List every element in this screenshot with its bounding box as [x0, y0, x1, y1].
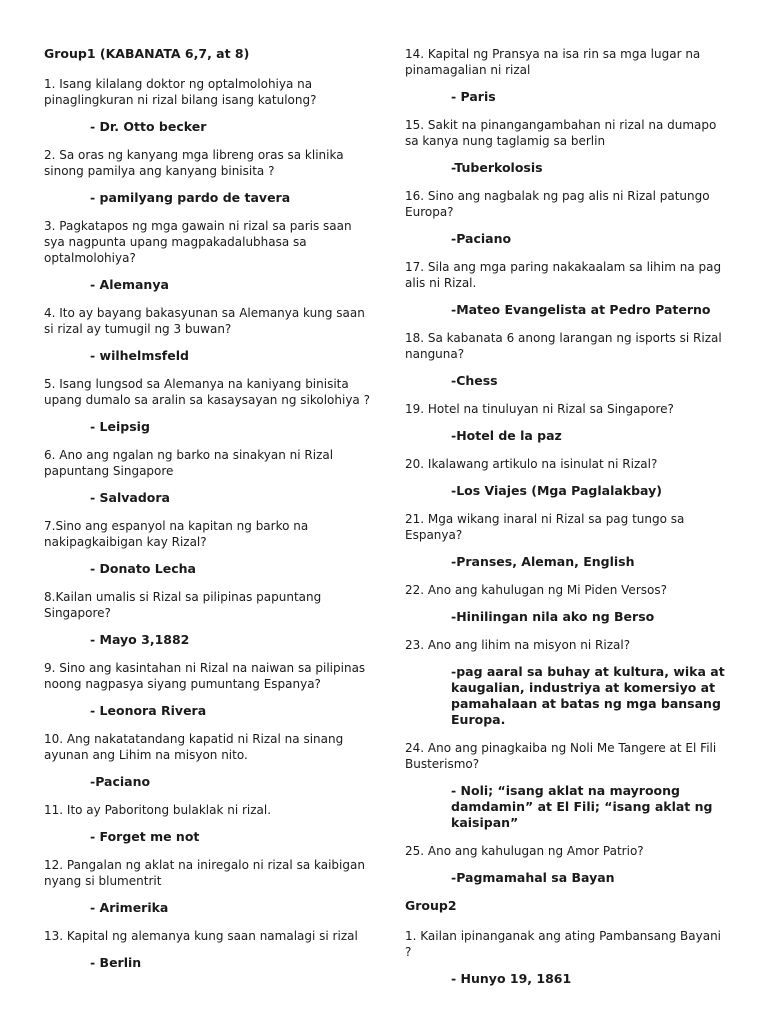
question-text: 5. Isang lungsod sa Alemanya na kaniyang binisita upang dumalo sa aralin sa kasaysayan ng sikolohiya ? — [44, 377, 370, 407]
question-text: 13. Kapital ng alemanya kung saan namalagi si rizal — [44, 929, 358, 943]
answer-text: - Leipsig — [90, 419, 150, 434]
question-text: 25. Ano ang kahulugan ng Amor Patrio? — [405, 844, 644, 858]
question-text: 14. Kapital ng Pransya na isa rin sa mga lugar na pinamagalian ni rizal — [405, 47, 701, 77]
question-text: 20. Ikalawang artikulo na isinulat ni Rizal? — [405, 457, 658, 471]
question-text: 23. Ano ang lihim na misyon ni Rizal? — [405, 638, 631, 652]
question-text: 19. Hotel na tinuluyan ni Rizal sa Singapore? — [405, 402, 674, 416]
answer-text: - Forget me not — [90, 829, 200, 844]
answer-text: -Chess — [451, 373, 498, 388]
answer-text: - pamilyang pardo de tavera — [90, 190, 291, 205]
answer-text: -Pranses, Aleman, English — [451, 554, 635, 569]
answer-text: - Arimerika — [90, 900, 169, 915]
answer-text: - Berlin — [90, 955, 142, 970]
answer-text: - wilhelmsfeld — [90, 348, 189, 363]
question-text: 1. Isang kilalang doktor ng optalmolohiya na pinaglingkuran ni rizal bilang isang katulong? — [44, 77, 317, 107]
question-text: 10. Ang nakatatandang kapatid ni Rizal na sinang ayunan ang Lihim na misyon nito. — [44, 732, 344, 762]
answer-text: - Alemanya — [90, 277, 169, 292]
question-text: 15. Sakit na pinangangambahan ni rizal na dumapo sa kanya nung taglamig sa berlin — [405, 118, 717, 148]
answer-text: - Leonora Rivera — [90, 703, 207, 718]
group1-heading: Group1 (KABANATA 6,7, at 8) — [44, 46, 250, 61]
left-column — [44, 46, 374, 983]
question-text: 1. Kailan ipinanganak ang ating Pambansang Bayani ? — [405, 929, 722, 959]
answer-text: -Hinilingan nila ako ng Berso — [451, 609, 655, 624]
question-text: 4. Ito ay bayang bakasyunan sa Alemanya kung saan si rizal ay tumugil ng 3 buwan? — [44, 306, 365, 336]
question-text: 11. Ito ay Paboritong bulaklak ni rizal. — [44, 803, 272, 817]
answer-text: -Hotel de la paz — [451, 428, 562, 443]
answer-text: - Hunyo 19, 1861 — [451, 971, 572, 986]
answer-text: - Donato Lecha — [90, 561, 196, 576]
left-qa-list — [44, 76, 374, 971]
answer-text: - Mayo 3,1882 — [90, 632, 190, 647]
question-text: 3. Pagkatapos ng mga gawain ni rizal sa paris saan sya nagpunta upang magpakadalubhasa sa optalmolohiya? — [44, 219, 352, 265]
question-text: 21. Mga wikang inaral ni Rizal sa pag tungo sa Espanya? — [405, 512, 685, 542]
answer-text: -Paciano — [90, 774, 151, 789]
answer-text: -pag aaral sa buhay at kultura, wika at kaugalian, industriya at komersiyo at pamahalaan at batas ng mga bansang Europa. — [451, 664, 725, 727]
question-text: 7.Sino ang espanyol na kapitan ng barko na nakipagkaibigan kay Rizal? — [44, 519, 309, 549]
group2-heading: Group2 — [405, 898, 457, 913]
answer-text: -Mateo Evangelista at Pedro Paterno — [451, 302, 711, 317]
question-text: 24. Ano ang pinagkaiba ng Noli Me Tangere at El Fili Busterismo? — [405, 741, 717, 771]
question-text: 22. Ano ang kahulugan ng Mi Piden Versos? — [405, 583, 667, 597]
question-text: 9. Sino ang kasintahan ni Rizal na naiwan sa pilipinas noong nagpasya siyang pumuntang Espanya? — [44, 661, 366, 691]
question-text: 17. Sila ang mga paring nakakaalam sa lihim na pag alis ni Rizal. — [405, 260, 722, 290]
question-text: 2. Sa oras ng kanyang mga libreng oras sa klinika sinong pamilya ang kanyang binisita ? — [44, 148, 344, 178]
answer-text: - Noli; “isang aklat na mayroong damdamin” at El Fili; “isang aklat ng kaisipan” — [451, 783, 713, 830]
question-text: 18. Sa kabanata 6 anong larangan ng isports si Rizal nanguna? — [405, 331, 722, 361]
question-text: 8.Kailan umalis si Rizal sa pilipinas papuntang Singapore? — [44, 590, 322, 620]
question-text: 6. Ano ang ngalan ng barko na sinakyan ni Rizal papuntang Singapore — [44, 448, 334, 478]
right-column — [405, 46, 730, 999]
answer-text: - Paris — [451, 89, 496, 104]
answer-text: -Pagmamahal sa Bayan — [451, 870, 615, 885]
question-text: 16. Sino ang nagbalak ng pag alis ni Rizal patungo Europa? — [405, 189, 710, 219]
answer-text: -Paciano — [451, 231, 512, 246]
answer-text: -Los Viajes (Mga Paglalakbay) — [451, 483, 662, 498]
answer-text: - Salvadora — [90, 490, 170, 505]
answer-text: - Dr. Otto becker — [90, 119, 207, 134]
group2-qa-list — [405, 928, 730, 987]
answer-text: -Tuberkolosis — [451, 160, 543, 175]
question-text: 12. Pangalan ng aklat na iniregalo ni rizal sa kaibigan nyang si blumentrit — [44, 858, 365, 888]
right-qa-list — [405, 46, 730, 886]
